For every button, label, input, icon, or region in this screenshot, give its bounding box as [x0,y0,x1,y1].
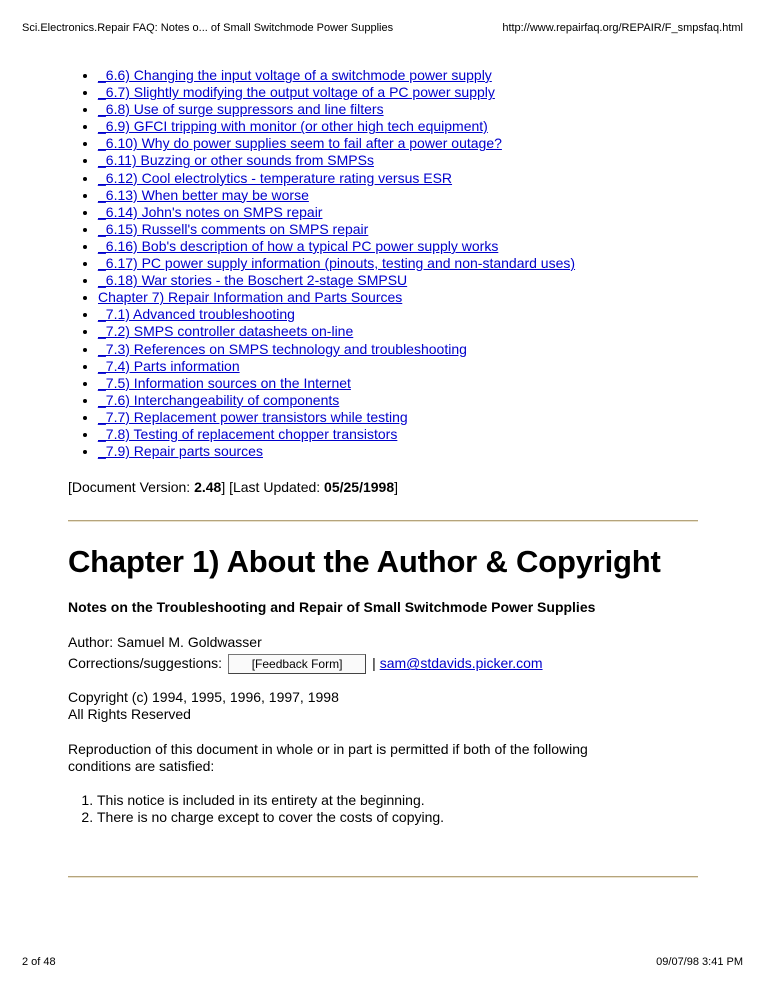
toc-item [98,341,738,358]
toc-link[interactable]: _6.7) Slightly modifying the output voltage of a PC power supply [98,84,495,101]
conditions-list [68,792,444,827]
toc-link[interactable]: _6.12) Cool electrolytics - temperature rating versus ESR [98,169,453,186]
copyright-block [68,689,339,724]
horizontal-rule [68,520,698,522]
toc-link[interactable]: _6.11) Buzzing or other sounds from SMPSs [98,152,374,169]
toc-link[interactable]: _6.6) Changing the input voltage of a switchmode power supply [98,67,492,83]
document-version [68,479,398,495]
toc-item [98,409,738,426]
copyright-line: Copyright (c) 1994, 1995, 1996, 1997, 1998 [68,689,339,705]
toc-link[interactable]: _7.3) References on SMPS technology and troubleshooting [98,340,467,357]
toc-item [98,375,738,392]
corrections-line [68,654,543,674]
toc-item [98,187,738,204]
version-prefix: [Document Version: [68,479,195,495]
print-header-title: Sci.Electronics.Repair FAQ: Notes o... of Small Switchmode Power Supplies [22,22,394,34]
toc-link[interactable]: _6.14) John's notes on SMPS repair [98,203,323,220]
toc-link[interactable]: _7.6) Interchangeability of components [98,391,340,408]
toc-item [98,84,738,101]
toc-link[interactable]: _6.10) Why do power supplies seem to fail after a power outage? [98,135,502,152]
toc-link[interactable]: _7.2) SMPS controller datasheets on-line [98,323,354,340]
toc-link[interactable]: _6.16) Bob's description of how a typical PC power supply works [98,237,499,254]
toc-link[interactable]: _6.13) When better may be worse [98,186,309,203]
toc-item [98,358,738,375]
toc-link[interactable]: _7.8) Testing of replacement chopper transistors [98,425,398,442]
toc-item [98,255,738,272]
horizontal-rule [68,876,698,878]
toc-link[interactable]: _6.8) Use of surge suppressors and line filters [98,101,384,118]
document-subtitle: Notes on the Troubleshooting and Repair of Small Switchmode Power Supplies [68,599,596,615]
toc-link[interactable]: _7.4) Parts information [98,357,240,374]
toc-item [98,306,738,323]
toc-link[interactable]: _6.15) Russell's comments on SMPS repair [98,220,369,237]
toc-item [98,426,738,443]
toc-item [98,221,738,238]
feedback-form-button[interactable]: [Feedback Form] [228,654,366,674]
corrections-label: Corrections/suggestions: [68,655,223,672]
toc-item [98,204,738,221]
rights-line: All Rights Reserved [68,706,191,723]
toc-link[interactable]: _6.18) War stories - the Boschert 2-stage SMPSU [98,272,408,289]
print-header-url: http://www.repairfaq.org/REPAIR/F_smpsfaq.html [502,22,743,34]
toc-link[interactable]: _7.7) Replacement power transistors while testing [98,408,408,425]
condition-item: 1. This notice is included in its entirety at the beginning. [97,792,444,809]
print-datetime: 09/07/98 3:41 PM [656,956,743,968]
reproduction-line-1: Reproduction of this document in whole or in part is permitted if both of the following [68,741,588,757]
version-suffix: ] [394,479,399,495]
toc-item [98,118,738,135]
page-number: 2 of 48 [22,956,56,968]
version-number: 2.48 [194,479,222,495]
toc-item [98,392,738,409]
toc-link[interactable]: _7.5) Information sources on the Internet [98,374,351,391]
toc-link[interactable]: _7.9) Repair parts sources [98,443,263,460]
table-of-contents [68,67,738,460]
version-mid: ] [Last Updated: [221,479,325,495]
toc-link[interactable]: _6.9) GFCI tripping with monitor (or other high tech equipment) [98,118,488,135]
toc-item [98,170,738,187]
separator: | [372,655,376,672]
toc-item [98,152,738,169]
toc-link[interactable]: _6.17) PC power supply information (pinouts, testing and non-standard uses) [98,255,576,272]
toc-item [98,67,738,84]
condition-item: 2. There is no charge except to cover the costs of copying. [97,809,444,826]
reproduction-line-2: conditions are satisfied: [68,758,215,775]
author-line: Author: Samuel M. Goldwasser [68,634,262,650]
toc-item [98,323,738,340]
reproduction-paragraph [68,741,588,776]
chapter-heading: Chapter 1) About the Author & Copyright [68,544,661,579]
toc-item [98,443,738,460]
toc-item [98,272,738,289]
toc-item [98,135,738,152]
toc-item [98,101,738,118]
email-link[interactable]: sam@stdavids.picker.com [379,655,543,672]
toc-link[interactable]: Chapter 7) Repair Information and Parts Sources [98,289,403,306]
toc-item [98,289,738,306]
last-updated-date: 05/25/1998 [324,479,395,495]
toc-item [98,238,738,255]
toc-link[interactable]: _7.1) Advanced troubleshooting [98,306,295,323]
